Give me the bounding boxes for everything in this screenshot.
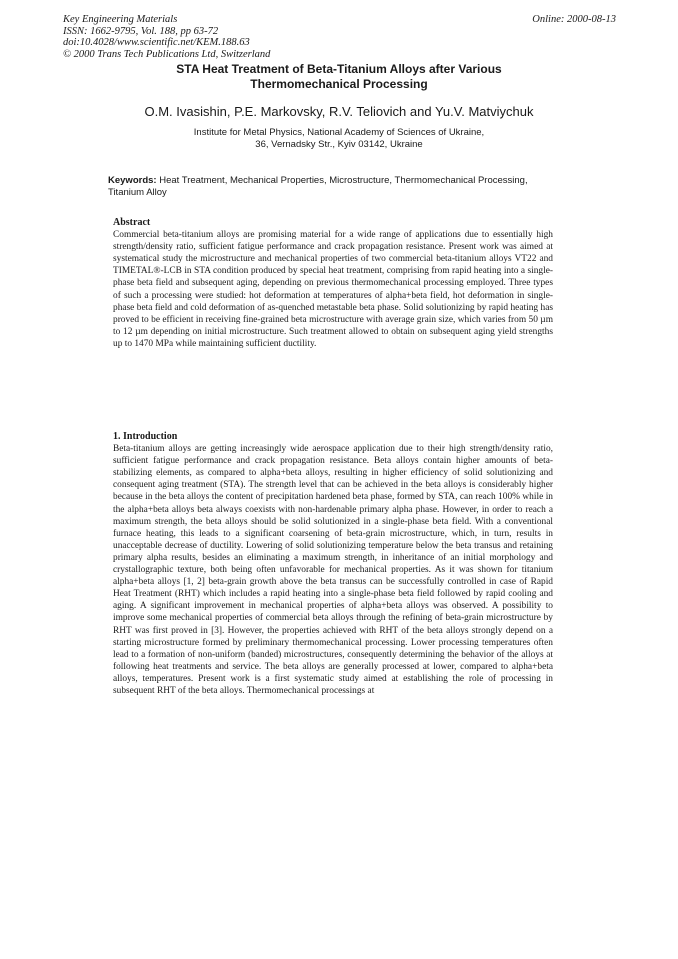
affiliation-line-2: 36, Vernadsky Str., Kyiv 03142, Ukraine <box>255 139 423 150</box>
affiliation <box>90 127 588 151</box>
issn-line: ISSN: 1662-9795, Vol. 188, pp 63-72 <box>63 25 219 37</box>
keywords-label: Keywords: <box>108 175 157 186</box>
introduction-heading: 1. Introduction <box>113 431 178 442</box>
doi-line: doi:10.4028/www.scientific.net/KEM.188.63 <box>63 37 250 48</box>
copyright-line: © 2000 Trans Tech Publications Ltd, Switzerland <box>63 48 271 60</box>
author-list: O.M. Ivasishin, P.E. Markovsky, R.V. Teliovich and Yu.V. Matviychuk <box>144 104 534 119</box>
online-date: Online: 2000-08-13 <box>532 14 616 25</box>
introduction-text: Beta-titanium alloys are getting increasingly wide aerospace application due to their high strength/density ratio, sufficient fatigue performance and crack propagation resistance. Beta alloys contain higher amounts of beta-stabilizing elements, as compared to alpha+beta alloys, resulting in higher efficiency of solid solutionizing and consequent aging treatment (STA). The strength level that can be achieved in the beta alloys is considerably higher because in the beta alloys the content of precipitation hardened beta phase, formed by STA, can reach 100% while in the alpha+beta alloys beta always coexists with non-hardenable primary alpha phase. However, in order to reach a maximum strength, the beta alloys should be solid solutionized in a single-phase beta field. With a conventional furnace heating, this leads to a significant coarsening of beta-grain microstructure, which, in turn, results in unacceptable decrease of ductility. Lowering of solid solutionizing temperature below the beta transus and retaining primary alpha results, besides an eliminating a maximum strength, in inheritance of an initial morphology and crystallographic texture, both being often unfavorable for mechanical properties. As it was shown for titanium alpha+beta alloys [1, 2] beta-grain growth above the beta transus can be successfully controlled in case of Rapid Heat Treatment (RHT) which includes a rapid heating into a single-phase beta field followed by rapid cooling and aging. A significant improvement in mechanical properties of alpha+beta alloys was observed. A possibility to improve some mechanical properties of commercial beta alloys through the refining of beta-grain microstructure by RHT was first proved in [3]. However, the properties achieved with RHT of the beta alloys strongly depend on a starting microstructure formed by preliminary thermomechanical processing. Lower processing temperatures often lead to a formation of non-uniform (banded) microstructures, consequently determining the behavior of the alloys at following heat treatments and service. The beta alloys are generally processed at lower, compared to alpha+beta alloys, temperatures. Present work is a first systematic study aimed at establishing the role of processing in subsequent RHT of the beta alloys. Thermomechanical processings at <box>113 444 553 696</box>
abstract-heading: Abstract <box>113 217 151 228</box>
keywords-text: Heat Treatment, Mechanical Properties, Microstructure, Thermomechanical Processing, Titanium Alloy <box>108 175 528 198</box>
title-line-2: Thermomechanical Processing <box>250 77 428 91</box>
journal-name: Key Engineering Materials <box>63 14 178 25</box>
abstract-section <box>113 217 553 350</box>
journal-header <box>63 14 616 60</box>
title-line-1: STA Heat Treatment of Beta-Titanium Alloys after Various <box>176 62 502 76</box>
affiliation-line-1: Institute for Metal Physics, National Academy of Sciences of Ukraine, <box>193 127 485 138</box>
introduction-section <box>113 431 553 697</box>
keywords <box>108 175 563 199</box>
paper-title <box>100 62 578 92</box>
abstract-text: Commercial beta-titanium alloys are promising material for a wide range of applications due to essentially high strength/density ratio, sufficient fatigue performance and crack propagation resistance. Present work was aimed at systematical study the microstructure and mechanical properties of two commercial beta-titanium alloys VT22 and TIMETAL®-LCB in STA condition produced by special heat treatment, comprising from rapid heating into a single-phase beta field and subsequent aging, depending on previous thermomechanical processing employed. Three types of such a processing were studied: hot deformation at temperatures of alpha+beta field, hot deformation in single-phase beta field and cold deformation of as-quenched metastable beta phase. Solid solutionizing by rapid heating has proved to be efficient in receiving fine-grained beta microstructure with average grain size, which varies from 50 µm to 12 µm depending on initial microstructure. Such treatment allowed to obtain on subsequent aging yield strengths up to 1470 MPa while maintaining sufficient ductility. <box>113 230 553 349</box>
